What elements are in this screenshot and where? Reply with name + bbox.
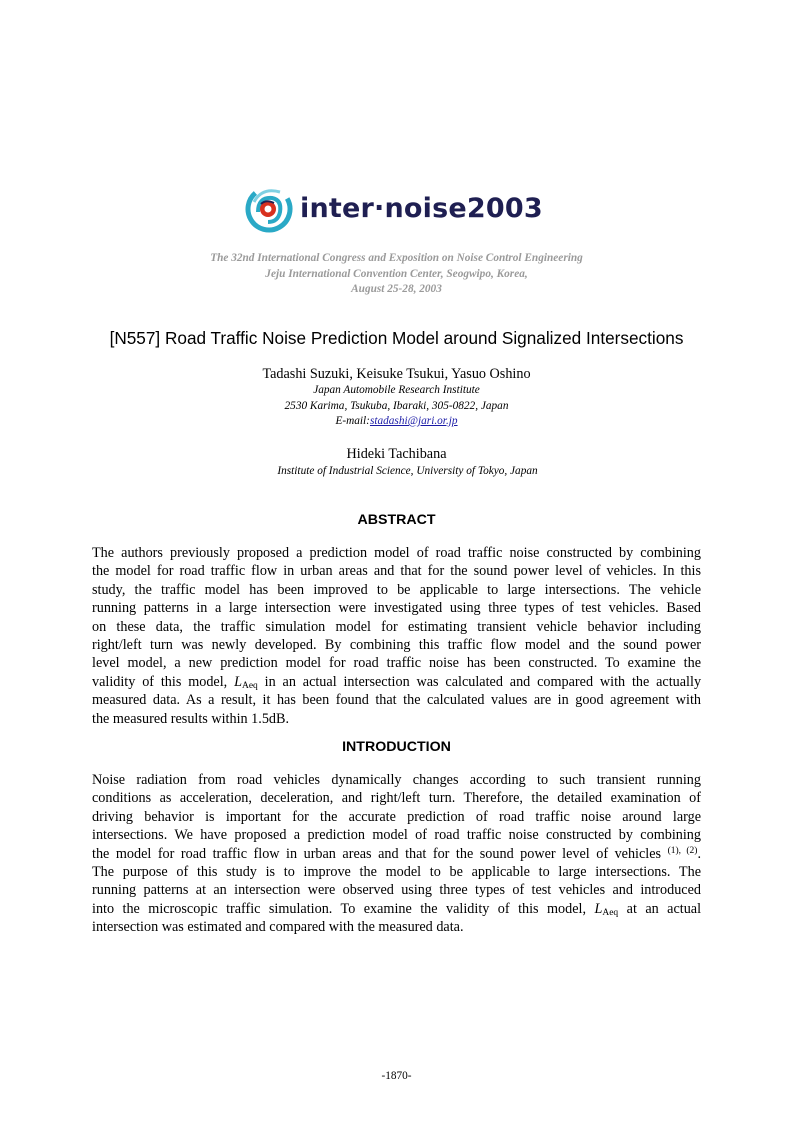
conference-logo <box>244 180 543 236</box>
text-line: conditions as acceleration, deceleration, and right/left turn. Therefore, the detailed examination of <box>92 790 701 807</box>
text-fragment: . <box>697 845 702 862</box>
author-institute: Institute of Industrial Science, University of Tokyo, Japan <box>277 465 538 477</box>
text-line: driving behavior is important for the accurate prediction of road traffic noise around large <box>92 808 701 825</box>
author-email-line <box>0 414 793 430</box>
text-fragment: at an actual <box>626 900 702 917</box>
abstract-heading: ABSTRACT <box>357 512 436 528</box>
conference-dates: August 25-28, 2003 <box>351 283 442 295</box>
text-fragment: into the microscopic traffic simulation. To examine the validity of this model, <box>92 900 587 917</box>
text-line: measured data. As a result, it has been found that the calculated values are in good agreement with <box>92 692 701 709</box>
swirl-ear-logo-icon <box>244 182 296 234</box>
laeq-symbol: L <box>234 673 242 690</box>
text-line: intersection was estimated and compared with the measured data. <box>92 919 464 936</box>
introduction-heading: INTRODUCTION <box>342 739 451 755</box>
paper-title: [N557] Road Traffic Noise Prediction Model around Signalized Intersections <box>109 328 684 348</box>
text-line: study, the traffic model has been improved to be applicable to large intersections. The vehicle <box>92 581 701 598</box>
text-line: on these data, the traffic simulation model for estimating transient vehicle behavior including <box>92 618 701 635</box>
text-fragment: validity of this model, <box>92 673 228 690</box>
citation-refs: (1), (2) <box>667 845 698 856</box>
text-fragment: the model for road traffic flow in urban areas and that for the sound power level of vehicles <box>92 845 662 862</box>
author-address: 2530 Karima, Tsukuba, Ibaraki, 305-0822, Japan <box>284 399 509 412</box>
laeq-subscript: Aeq <box>602 907 619 918</box>
email-link[interactable]: stadashi@jari.or.jp <box>369 415 458 427</box>
text-line: the model for road traffic flow in urban areas and that for the sound power level of vehicles. In this <box>92 563 701 580</box>
abstract-paragraph <box>92 544 701 728</box>
email-label: E-mail: <box>335 415 370 427</box>
text-fragment: in an actual intersection was calculated and compared with the actually <box>264 673 702 690</box>
text-line: level model, a new prediction model for road traffic noise has been constructed. To examine the <box>92 655 701 672</box>
text-line: right/left turn was newly developed. By combining this traffic flow model and the sound power <box>92 637 701 654</box>
author-names: Hideki Tachibana <box>346 446 447 462</box>
laeq-symbol: L <box>594 900 603 917</box>
text-line: Noise radiation from road vehicles dynamically changes according to such transient running <box>92 772 701 788</box>
author-block-2 <box>0 446 793 479</box>
conference-name: The 32nd International Congress and Exposition on Noise Control Engineering <box>210 252 583 264</box>
text-line: the measured results within 1.5dB. <box>92 710 290 727</box>
text-line <box>92 845 701 863</box>
laeq-subscript: Aeq <box>241 680 258 691</box>
text-line: The authors previously proposed a prediction model of road traffic noise constructed by combining <box>92 545 701 561</box>
text-line: running patterns in a large intersection were investigated using three types of test vehicles. Based <box>92 600 701 617</box>
text-line: intersections. We have proposed a prediction model of road traffic noise constructed by combining <box>92 827 701 844</box>
logo-wordmark: inter·noise2003 <box>300 192 543 224</box>
text-line <box>92 673 701 691</box>
page-number: -1870- <box>381 1070 412 1082</box>
text-line: running patterns at an intersection were observed using three types of test vehicles and introduced <box>92 882 701 899</box>
author-block-1 <box>0 366 793 430</box>
conference-venue: Jeju International Convention Center, Seogwipo, Korea, <box>265 267 528 280</box>
text-line: The purpose of this study is to improve the model to be applicable to large intersections. The <box>92 864 701 881</box>
author-institute: Japan Automobile Research Institute <box>313 384 480 396</box>
introduction-paragraph <box>92 771 701 937</box>
text-line <box>92 900 701 918</box>
author-names: Tadashi Suzuki, Keisuke Tsukui, Yasuo Oshino <box>262 366 531 382</box>
conference-info <box>0 251 793 298</box>
